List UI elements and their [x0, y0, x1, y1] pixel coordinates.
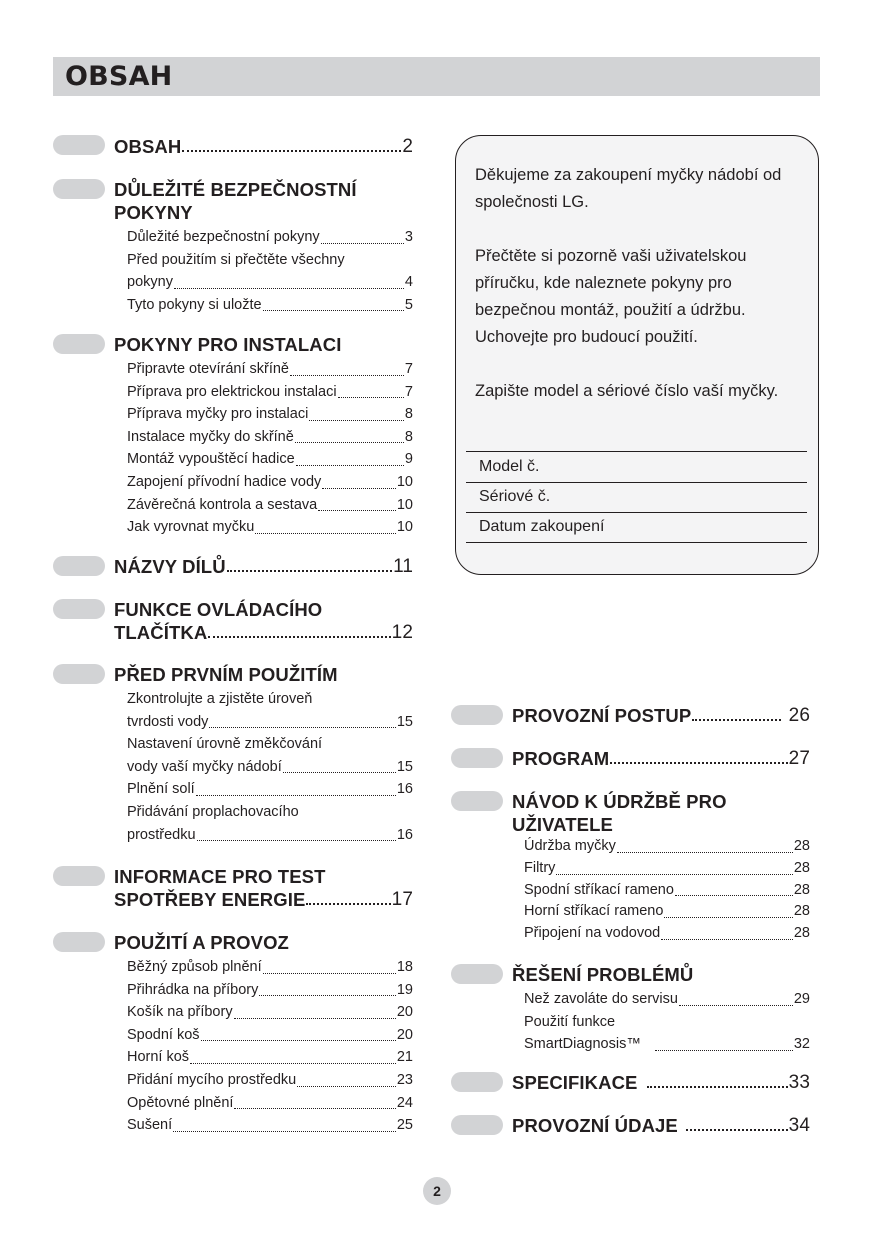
toc-item[interactable]: Košík na příbory 20: [127, 1004, 413, 1021]
toc-item[interactable]: Příprava pro elektrickou instalaci 7: [127, 383, 413, 400]
leader-dots: [234, 1108, 395, 1109]
toc-item[interactable]: Běžný způsob plnění 18: [127, 959, 413, 975]
leader-dots: [675, 895, 793, 896]
leader-dots: [197, 840, 396, 841]
leader-dots: [234, 1018, 396, 1019]
date-field-label: Datum zakoupení: [479, 518, 605, 535]
section-marker: [53, 664, 105, 684]
toc-item[interactable]: Údržba myčky 28: [524, 838, 810, 854]
toc-item[interactable]: Před použitím si přečtěte všechny pokyny 4: [127, 251, 413, 291]
section-title: NÁZVY DÍLŮ: [114, 556, 226, 577]
toc-item[interactable]: Tyto pokyny si uložte 5: [127, 296, 413, 313]
leader-dots: [227, 570, 392, 572]
leader-dots: [209, 727, 395, 728]
section-title: PŘED PRVNÍM POUŽITÍM: [114, 664, 338, 685]
section-title: POKYNY PRO INSTALACI: [114, 334, 342, 355]
toc-item[interactable]: Spodní stříkací rameno 28: [524, 881, 810, 898]
section-marker: [451, 1072, 503, 1092]
toc-section-provozni-postup[interactable]: [451, 704, 810, 727]
toc-section-provozni-udaje[interactable]: [451, 1114, 810, 1137]
section-title: NÁVOD K ÚDRŽBĚ PRO UŽIVATELE: [512, 791, 727, 835]
leader-dots: [679, 1005, 793, 1006]
section-marker: [53, 334, 105, 354]
section-marker: [451, 791, 503, 811]
toc-item[interactable]: Zapojení přívodní hadice vody 10: [127, 473, 413, 490]
section-title: PROVOZNÍ POSTUP: [512, 705, 692, 726]
toc-section-specifikace[interactable]: [451, 1071, 810, 1094]
toc-item[interactable]: Použití funkce SmartDiagnosis™ 32: [524, 1013, 810, 1053]
toc-section-pred-prvnim-pouzitim[interactable]: [53, 663, 413, 846]
section-title: INFORMACE PRO TEST SPOTŘEBY ENERGIE 17: [114, 866, 413, 910]
leader-dots: [338, 397, 404, 398]
divider: [466, 482, 807, 483]
leader-dots: [190, 1063, 396, 1064]
section-title: ŘEŠENÍ PROBLÉMŮ: [512, 964, 694, 985]
section-marker: [53, 866, 105, 886]
toc-item[interactable]: Připravte otevírání skříně 7: [127, 361, 413, 377]
leader-dots: [283, 772, 396, 773]
toc-item[interactable]: Jak vyrovnat myčku 10: [127, 519, 413, 536]
toc-item[interactable]: Závěrečná kontrola a sestava 10: [127, 496, 413, 513]
page-number: 2: [402, 136, 413, 157]
info-record-text: Zapište model a sériové číslo vaší myčky.: [475, 382, 779, 400]
page-title: OBSAH: [65, 61, 173, 92]
section-marker: [53, 179, 105, 199]
page-number: 11: [393, 556, 413, 577]
page-number: 34: [788, 1115, 810, 1136]
leader-dots: [655, 1050, 793, 1051]
toc-item[interactable]: Přidávání proplachovacího prostředku 16: [127, 803, 413, 843]
section-title: PROVOZNÍ ÚDAJE: [512, 1115, 678, 1136]
page-number: 12: [391, 622, 413, 643]
toc-section-program[interactable]: [451, 747, 810, 770]
page-number-badge: 2: [423, 1177, 451, 1205]
section-marker: [53, 932, 105, 952]
divider: [466, 451, 807, 452]
toc-section-nazvy-dilu[interactable]: [53, 555, 413, 578]
leader-dots: [556, 874, 792, 875]
section-marker: [451, 705, 503, 725]
toc-section-udrzba[interactable]: [451, 790, 810, 945]
toc-item[interactable]: Horní stříkací rameno 28: [524, 903, 810, 920]
leader-dots: [297, 1086, 396, 1087]
leader-dots: [259, 995, 395, 996]
info-box: [455, 135, 819, 575]
serial-field-label: Sériové č.: [479, 488, 551, 505]
leader-dots: [263, 973, 396, 974]
leader-dots: [182, 150, 401, 152]
toc-section-informace[interactable]: [53, 865, 413, 911]
leader-dots: [686, 1129, 788, 1131]
section-marker: [451, 748, 503, 768]
toc-item[interactable]: Filtry 28: [524, 859, 810, 876]
toc-item[interactable]: Instalace myčky do skříně 8: [127, 428, 413, 445]
page-number: 33: [788, 1072, 810, 1093]
leader-dots: [174, 288, 404, 289]
info-thanks-text: Děkujeme za zakoupení myčky nádobí od společnosti LG.: [475, 166, 782, 211]
header-bar: [53, 57, 820, 96]
toc-item[interactable]: Nastavení úrovně změkčování vody vaší myčky nádobí 15: [127, 736, 413, 775]
leader-dots: [255, 533, 396, 534]
leader-dots: [196, 795, 396, 796]
leader-dots: [309, 420, 404, 421]
toc-section-obsah[interactable]: [53, 135, 413, 158]
toc-item[interactable]: Sušení 25: [127, 1117, 413, 1134]
section-title: POUŽITÍ A PROVOZ: [114, 932, 289, 953]
leader-dots: [201, 1040, 396, 1041]
toc-section-funkce[interactable]: [53, 598, 413, 644]
leader-dots: [173, 1131, 396, 1132]
toc-item[interactable]: Připojení na vodovod 28: [524, 925, 810, 942]
model-field-label: Model č.: [479, 458, 540, 475]
toc-item[interactable]: Zkontrolujte a zjistěte úroveň tvrdosti vody 15: [127, 691, 413, 730]
toc-item[interactable]: Plnění solí 16: [127, 781, 413, 798]
leader-dots: [295, 442, 404, 443]
toc-item[interactable]: Přihrádka na příbory 19: [127, 981, 413, 998]
section-marker: [53, 135, 105, 155]
leader-dots: [321, 243, 404, 244]
section-title: OBSAH: [114, 136, 182, 157]
toc-section-bezpecnost[interactable]: [53, 178, 413, 316]
toc-section-reseni-problemu[interactable]: [451, 963, 810, 1056]
leader-dots: [263, 310, 404, 311]
section-title: DŮLEŽITÉ BEZPEČNOSTNÍ POKYNY: [114, 179, 357, 223]
section-marker: [53, 599, 105, 619]
section-marker: [451, 1115, 503, 1135]
section-marker: [451, 964, 503, 984]
leader-dots: [290, 375, 404, 376]
leader-dots: [617, 852, 793, 853]
divider: [466, 512, 807, 513]
leader-dots: [610, 762, 787, 764]
leader-dots: [692, 719, 780, 721]
leader-dots: [664, 917, 792, 918]
toc-item[interactable]: Než zavoláte do servisu 29: [524, 991, 810, 1007]
section-title: FUNKCE OVLÁDACÍHO TLAČÍTKA 12: [114, 599, 413, 643]
page-number: 27: [788, 748, 810, 769]
leader-dots: [208, 636, 390, 638]
toc-item[interactable]: Montáž vypouštěcí hadice 9: [127, 451, 413, 468]
toc-item[interactable]: Horní koš 21: [127, 1049, 413, 1066]
leader-dots: [296, 465, 404, 466]
section-marker: [53, 556, 105, 576]
info-manual-text: Přečtěte si pozorně vaši uživatelskou příručku, kde naleznete pokyny pro bezpečnou montáž, použití a údržbu. Uchovejte pro budoucí použití.: [475, 247, 747, 346]
toc-item[interactable]: Příprava myčky pro instalaci 8: [127, 406, 413, 423]
toc-item[interactable]: Důležité bezpečnostní pokyny 3: [127, 229, 413, 245]
leader-dots: [661, 939, 793, 940]
page-number: 26: [788, 705, 810, 726]
leader-dots: [322, 488, 396, 489]
toc-item[interactable]: Přidání mycího prostředku 23: [127, 1071, 413, 1088]
leader-dots: [647, 1086, 787, 1088]
toc-section-instalace[interactable]: [53, 333, 413, 539]
page-number: 17: [391, 889, 413, 910]
leader-dots: [318, 510, 396, 511]
toc-section-pouziti-a-provoz[interactable]: [53, 931, 413, 1137]
section-title: SPECIFIKACE: [512, 1072, 638, 1093]
toc-item[interactable]: Spodní koš 20: [127, 1026, 413, 1043]
section-title: PROGRAM: [512, 748, 610, 769]
divider: [466, 542, 807, 543]
toc-item[interactable]: Opětovné plnění 24: [127, 1094, 413, 1111]
leader-dots: [306, 903, 390, 905]
